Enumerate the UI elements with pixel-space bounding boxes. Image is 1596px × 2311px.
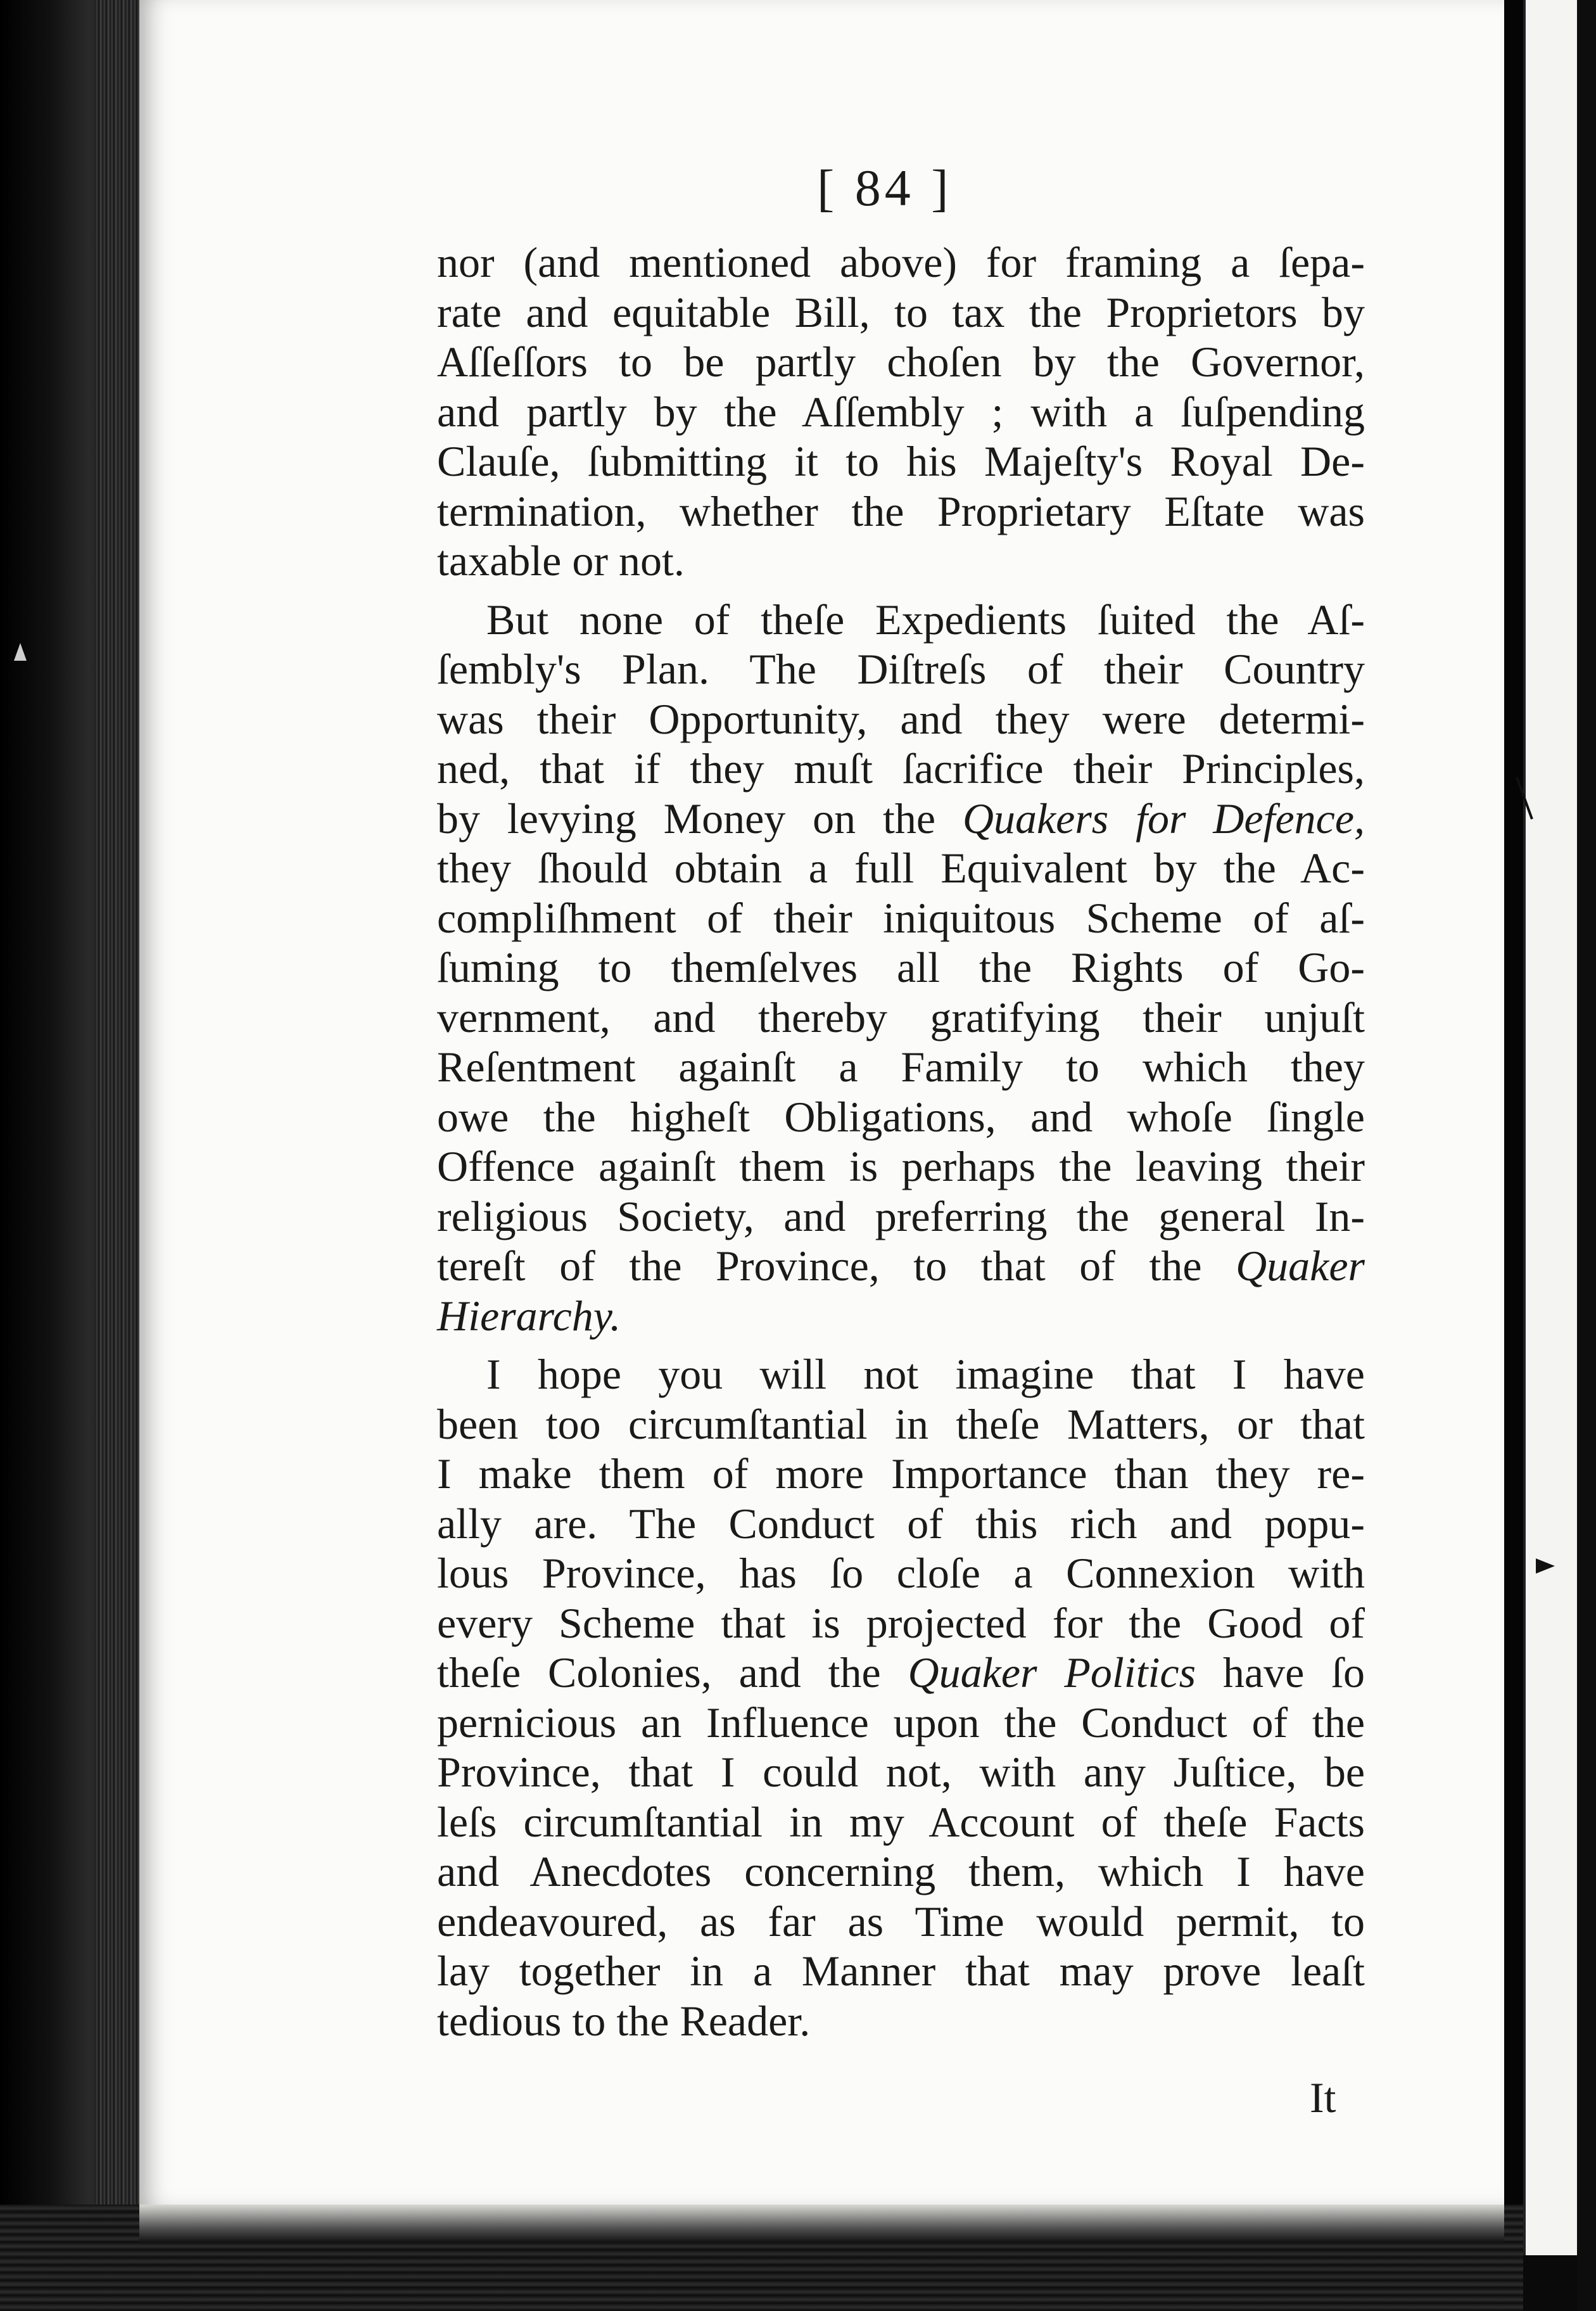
text-line: rate and equitable Bill, to tax the Proprietors by bbox=[437, 288, 1365, 336]
text-line: leſs circumſtantial in my Account of theſe Facts bbox=[437, 1797, 1365, 1846]
text-line bbox=[437, 794, 1365, 844]
italic-text: Quaker Politics bbox=[908, 1648, 1196, 1697]
text-line bbox=[437, 1648, 1365, 1698]
text-line: termination, whether the Proprietary Eſtate was bbox=[437, 487, 1365, 535]
text-line: and partly by the Aſſembly ; with a ſuſpending bbox=[437, 387, 1365, 436]
text-line: owe the higheſt Obligations, and whoſe ſingle bbox=[437, 1092, 1365, 1141]
text-line: Province, that I could not, with any Juſtice, be bbox=[437, 1748, 1365, 1796]
text-line: lay together in a Manner that may prove leaſt bbox=[437, 1947, 1365, 1995]
text-line bbox=[437, 1241, 1365, 1291]
paragraph bbox=[437, 238, 1365, 586]
page-number: [ 84 ] bbox=[817, 159, 953, 217]
text-run: have ſo bbox=[1196, 1648, 1365, 1697]
text-line: compliſhment of their iniquitous Scheme of aſ- bbox=[437, 893, 1365, 942]
text-line: But none of theſe Expedients ſuited the Aſ- bbox=[486, 595, 1365, 644]
italic-text: Hierarchy. bbox=[437, 1291, 621, 1340]
text-line: ſuming to themſelves all the Rights of Go- bbox=[437, 943, 1365, 991]
text-run: tereſt of the Province, to that of the bbox=[437, 1242, 1202, 1290]
text-line: ned, that if they muſt ſacrifice their Principles, bbox=[437, 744, 1365, 793]
text-run: theſe Colonies, and the bbox=[437, 1648, 881, 1697]
text-line: been too circumſtantial in theſe Matters, or that bbox=[437, 1399, 1365, 1448]
text-line: endeavoured, as far as Time would permit, to bbox=[437, 1897, 1365, 1945]
margin-arrow-icon bbox=[1536, 1558, 1555, 1574]
text-line: Reſentment againſt a Family to which they bbox=[437, 1043, 1365, 1091]
page-gutter bbox=[1504, 0, 1523, 2311]
text-line: ally are. The Conduct of this rich and popu- bbox=[437, 1499, 1365, 1548]
italic-text: Quaker bbox=[1236, 1242, 1365, 1290]
text-line: pernicious an Influence upon the Conduct of the bbox=[437, 1698, 1365, 1747]
text-line: was their Opportunity, and they were determi- bbox=[437, 694, 1365, 743]
text-line: lous Province, has ſo cloſe a Connexion with bbox=[437, 1549, 1365, 1597]
text-line: vernment, and thereby gratifying their unjuſt bbox=[437, 993, 1365, 1041]
text-line: taxable or not. bbox=[437, 537, 685, 585]
catchword: It bbox=[1310, 2073, 1336, 2122]
text-line: ſembly's Plan. The Diſtreſs of their Country bbox=[437, 645, 1365, 693]
margin-mark-icon bbox=[14, 643, 27, 661]
text-line: I hope you will not imagine that I have bbox=[486, 1350, 1365, 1398]
text-line: nor (and mentioned above) for framing a ſepa- bbox=[437, 238, 1365, 286]
text-line: Aſſeſſors to be partly choſen by the Governor, bbox=[437, 338, 1365, 386]
text-line bbox=[437, 1291, 1365, 1341]
text-run: by levying Money on the bbox=[437, 794, 936, 843]
text-line: and Anecdotes concerning them, which I have bbox=[437, 1847, 1365, 1895]
text-line: tedious to the Reader. bbox=[437, 1996, 811, 2045]
text-line: I make them of more Importance than they re- bbox=[437, 1449, 1365, 1498]
page-bottom-edge bbox=[139, 2205, 1504, 2243]
italic-text: Quakers for Defence, bbox=[962, 794, 1365, 843]
text-line: Offence againſt them is perhaps the leaving their bbox=[437, 1142, 1365, 1190]
page-edges-left bbox=[95, 0, 139, 2311]
text-line: religious Society, and preferring the general In- bbox=[437, 1192, 1365, 1240]
body-text bbox=[437, 238, 1365, 2046]
text-line: they ſhould obtain a full Equivalent by the Ac- bbox=[437, 844, 1365, 892]
paragraph bbox=[437, 1349, 1365, 2046]
paragraph bbox=[437, 595, 1365, 1341]
text-line: every Scheme that is projected for the Good of bbox=[437, 1598, 1365, 1647]
scan-border-right bbox=[1577, 0, 1596, 2311]
text-line: Clauſe, ſubmitting it to his Majeſty's Royal De- bbox=[437, 437, 1365, 485]
